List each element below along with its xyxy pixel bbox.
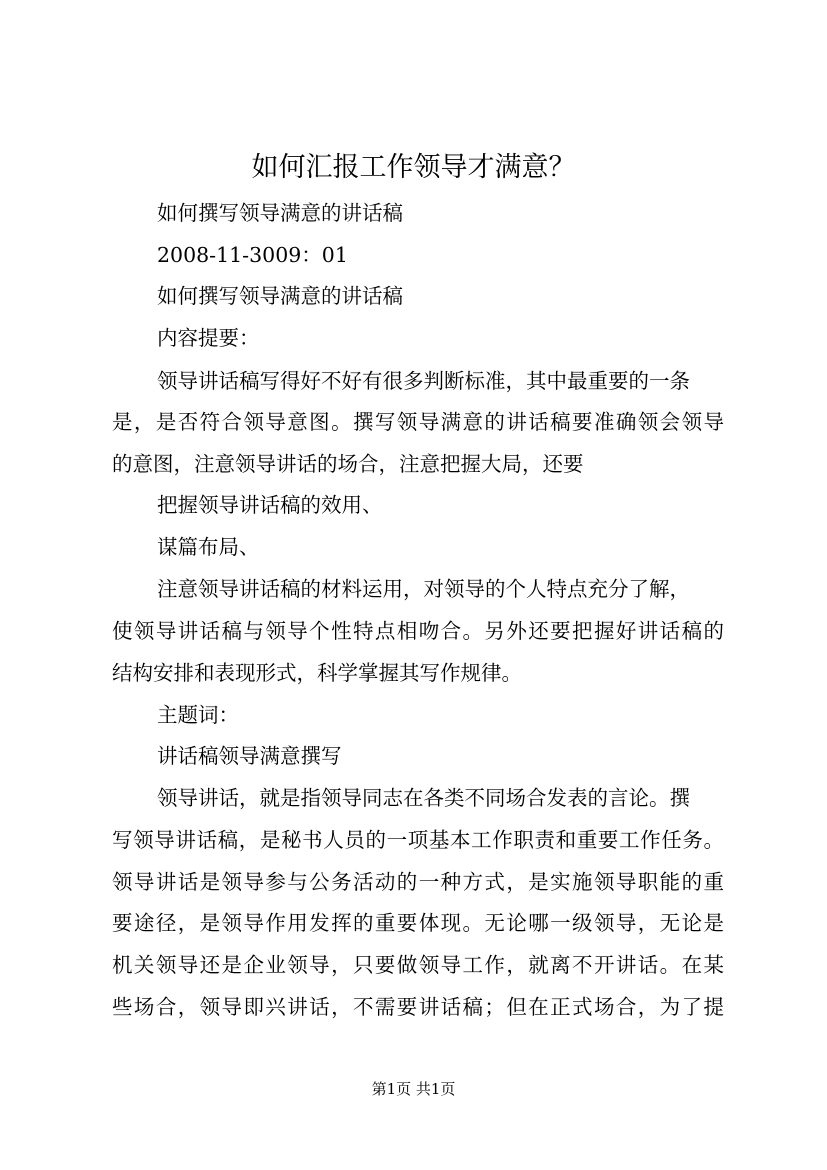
text-line: 些场合，领导即兴讲话，不需要讲话稿；但在正式场合，为了提 (112, 995, 724, 1019)
text-line: 把握领导讲话稿的效用、 (157, 493, 383, 517)
text-line: 领导讲话是领导参与公务活动的一种方式，是实施领导职能的重 (112, 870, 724, 894)
text-line: 领导讲话，就是指领导同志在各类不同场合发表的言论。撰 (157, 786, 690, 810)
text-line: 机关领导还是企业领导，只要做领导工作，就离不开讲话。在某 (112, 953, 724, 977)
text-line: 是，是否符合领导意图。撰写领导满意的讲话稿要准确领会领导 (112, 410, 724, 434)
text-line: 写领导讲话稿，是秘书人员的一项基本工作职责和重要工作任务。 (112, 828, 724, 852)
text-line: 领导讲话稿写得好不好有很多判断标准，其中最重要的一条 (157, 369, 690, 393)
text-line: 的意图，注意领导讲话的场合，注意把握大局，还要 (112, 452, 584, 476)
page-footer: 第1页 共1页 (371, 1080, 456, 1098)
text-line: 注意领导讲话稿的材料运用，对领导的个人特点充分了解， (157, 577, 690, 601)
text-line: 2008-11-3009：01 (157, 243, 348, 267)
text-line: 讲话稿领导满意撰写 (157, 744, 342, 768)
text-line: 如何撰写领导满意的讲话稿 (157, 201, 403, 225)
text-line: 要途径，是领导作用发挥的重要体现。无论哪一级领导，无论是 (112, 911, 724, 935)
text-line: 使领导讲话稿与领导个性特点相吻合。另外还要把握好讲话稿的 (112, 619, 724, 643)
text-line: 如何撰写领导满意的讲话稿 (157, 284, 403, 308)
text-line: 内容提要： (157, 326, 260, 350)
text-line: 结构安排和表现形式，科学掌握其写作规律。 (112, 661, 522, 685)
text-line: 主题词： (157, 703, 239, 727)
document-title: 如何汇报工作领导才满意？ (251, 152, 576, 183)
text-line: 谋篇布局、 (157, 535, 260, 559)
